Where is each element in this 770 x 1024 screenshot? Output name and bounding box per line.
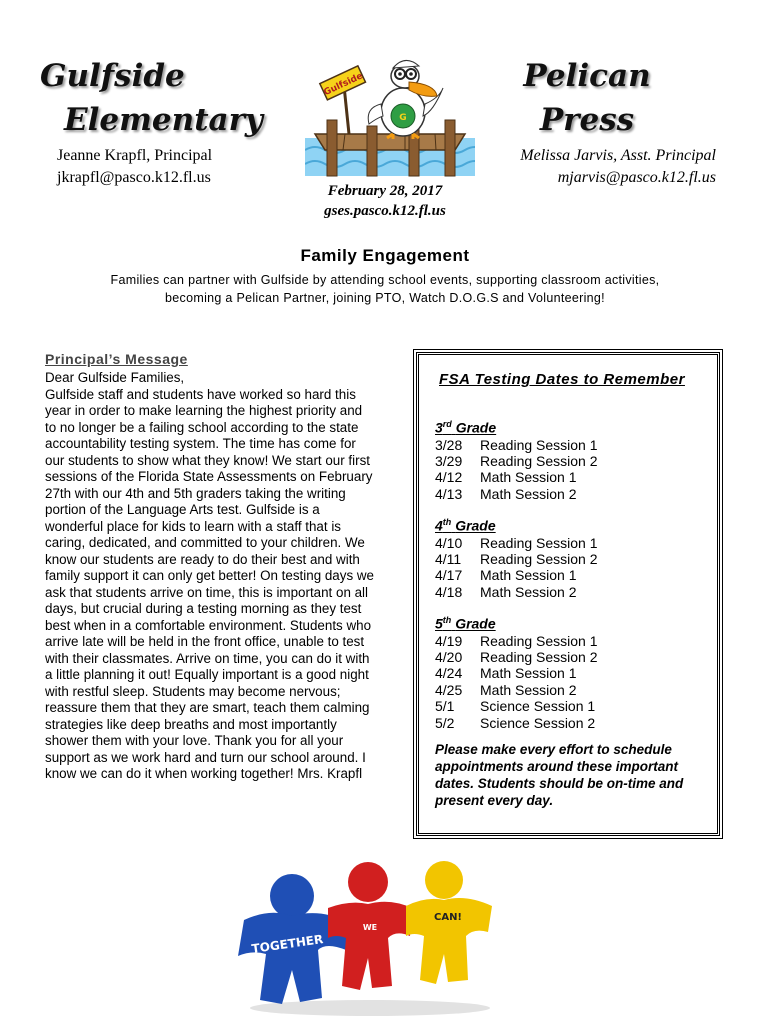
- list-item: 4/17 Math Session 1: [435, 567, 577, 584]
- newsletter-title-line1: Pelican: [523, 58, 651, 94]
- list-item: 4/20 Reading Session 2: [435, 649, 598, 666]
- puzzle-word-we: WE: [362, 923, 378, 932]
- family-engagement-line1: Families can partner with Gulfside by attending school events, supporting classroom activities,: [110, 273, 660, 287]
- fsa-title: FSA Testing Dates to Remember: [439, 371, 685, 388]
- grade-heading: 3rd Grade: [435, 419, 497, 436]
- list-item: 4/25 Math Session 2: [435, 681, 577, 698]
- pelican-dock-logo: [305, 38, 475, 184]
- newsletter-title: [522, 54, 652, 142]
- puzzle-people-graphic: [230, 858, 500, 1018]
- principal-contact: [57, 145, 212, 189]
- family-engagement-text: [90, 271, 680, 307]
- principal-message-greeting: Dear Gulfside Families,: [45, 370, 185, 385]
- grade-heading: 5th Grade: [435, 615, 496, 632]
- list-item: 4/18 Math Session 2: [435, 583, 577, 600]
- list-item: 5/1 Science Session 1: [435, 698, 596, 715]
- issue-dateline: [280, 181, 490, 221]
- issue-date: February 28, 2017: [327, 183, 443, 199]
- puzzle-word-together: TOGETHER: [250, 932, 325, 956]
- logo-sign-text: Gulfside: [322, 71, 365, 99]
- principal-email[interactable]: jkrapfl@pasco.k12.fl.us: [57, 169, 211, 186]
- list-item: 4/10 Reading Session 1: [435, 534, 598, 551]
- list-item: 3/29 Reading Session 2: [435, 453, 598, 470]
- family-engagement-heading: Family Engagement: [300, 246, 470, 265]
- principal-message-body: [45, 370, 375, 783]
- blue-puzzle-figure: [238, 874, 348, 1004]
- principal-name: Jeanne Krapfl, Principal: [57, 147, 213, 164]
- asst-principal-name: Melissa Jarvis, Asst. Principal: [520, 147, 716, 164]
- school-title-line2: Elementary: [64, 102, 263, 138]
- list-item: 4/24 Math Session 1: [435, 665, 577, 682]
- family-engagement-line2: becoming a Pelican Partner, joining PTO, Watch D.O.G.S and Volunteering!: [165, 291, 605, 305]
- school-website[interactable]: gses.pasco.k12.fl.us: [324, 203, 446, 219]
- school-title: [40, 54, 263, 142]
- puzzle-word-can: CAN!: [433, 912, 463, 923]
- fsa-attendance-note: Please make every effort to schedule appointments around these important dates. Students should be on-time and present every day.: [435, 742, 684, 808]
- list-item: 4/12 Math Session 1: [435, 469, 577, 486]
- list-item: 4/13 Math Session 2: [435, 485, 577, 502]
- list-item: 4/19 Reading Session 1: [435, 632, 598, 649]
- school-title-line1: Gulfside: [40, 58, 185, 94]
- yellow-puzzle-figure: [406, 861, 492, 984]
- grade-section-3: [435, 415, 705, 502]
- newsletter-title-line2: Press: [539, 102, 635, 138]
- fsa-dates-box: [416, 352, 720, 836]
- grade-section-4: [435, 513, 705, 600]
- asst-principal-contact: [516, 145, 716, 189]
- grade-heading: 4th Grade: [435, 517, 496, 534]
- grade-section-5: [435, 611, 705, 731]
- list-item: 4/11 Reading Session 2: [435, 551, 598, 568]
- svg-text:G: G: [399, 113, 407, 123]
- red-puzzle-figure: [328, 862, 412, 990]
- principal-message-text: Gulfside staff and students have worked so hard this year in order to make learning the highest priority and to no longer be a failing school according to the state accountability testing system. The time has come for our students to show what they know! We start our first sessions of the Florida State Assessments on February 27th with our 4th and 5th graders taking the writing portion of the Language Arts test. Gulfside is a wonderful place for kids to learn with a staff that is caring, dedicated, and committed to your children. We know our students are ready to do their best and with family support it can only get better! On testing days we ask that students arrive on time, this is important on all days, but crucial during a testing morning as they test best when in a comfortable environment. Students who arrive late will be held in the front office, unable to test with their classmates. Arrive on time, you can do it with a little planning it out! Equally important is a good night with restful sleep. Students may become nervous; reassure them that they are smart, teach them calming strategies like deep breaths and most importantly shower them with your love. Thank you for all your support as we work hard and turn our school around. I know we can do it when working together! Mrs. Krapfl: [45, 386, 374, 781]
- asst-principal-email[interactable]: mjarvis@pasco.k12.fl.us: [557, 169, 716, 186]
- list-item: 3/28 Reading Session 1: [435, 436, 598, 453]
- principal-message-heading: Principal’s Message: [45, 351, 188, 367]
- list-item: 5/2 Science Session 2: [435, 714, 596, 731]
